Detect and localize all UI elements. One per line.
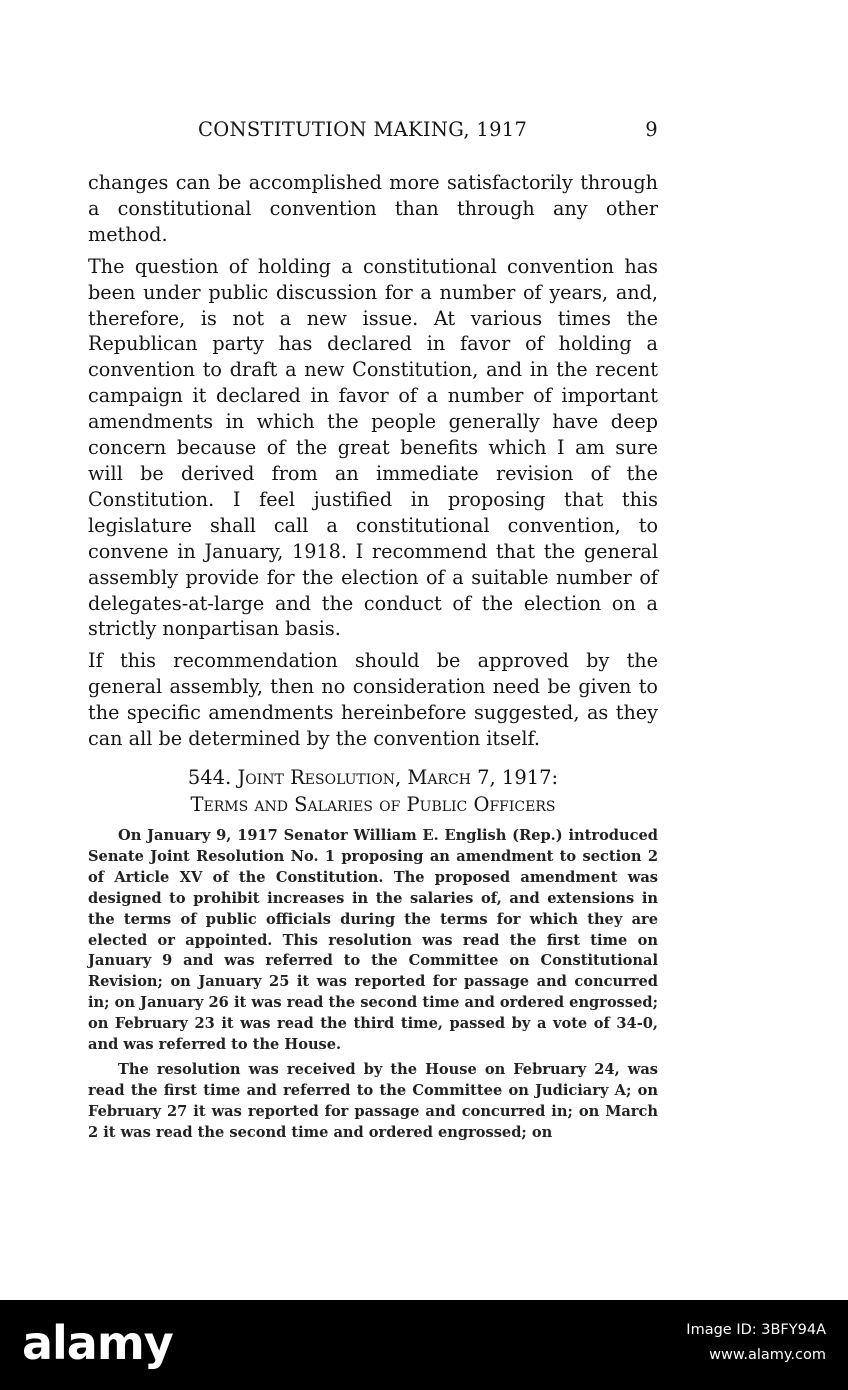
site-url: www.alamy.com [709,1347,826,1363]
note-text [88,826,658,1148]
image-id: Image ID: 3BFY94A [686,1322,826,1338]
body-paragraph: The question of holding a constitutional convention has been under public discussion for a number of years, and, therefore, is not a new issue. At various times the Republican party has declared in favor of holding a convention to draft a new Constitution, and in the recent campaign it declared in favor of a number of important amendments in which the people generally have deep concern because of the great benefits which I am sure will be derived from an immediate revision of the Constitution. I feel justified in proposing that this legislature shall call a constitutional convention, to convene in January, 1918. I recommend that the general assembly provide for the election of a suitable number of delegates-at-large and the conduct of the election on a strictly nonpartisan basis. [88,254,658,641]
watermark-footer [0,1300,848,1390]
section-heading [88,764,658,818]
section-title: Joint Resolution, March 7, 1917: [237,766,559,789]
running-head-title: CONSTITUTION MAKING, 1917 [198,118,528,141]
note-paragraph: The resolution was received by the House on February 24, was read the first time and referred to the Committee on Judiciary A; on February 27 it was reported for passage and concurred in; on March 2 it was read the second time and ordered engrossed; on [88,1060,658,1141]
alamy-logo: alamy [22,1316,173,1370]
section-number: 544. [187,766,232,789]
body-paragraph: If this recommendation should be approved by the general assembly, then no consideration need be given to the specific amendments hereinbefore suggested, as they can all be determined by the convention itself. [88,649,658,751]
note-paragraph: On January 9, 1917 Senator William E. English (Rep.) introduced Senate Joint Resolution No. 1 proposing an amendment to section 2 of Article XV of the Constitution. The proposed amendment was designed to prohibit increases in the salaries of, and extensions in the terms of public officials during the terms for which they are elected or appointed. This resolution was read the first time on January 9 and was referred to the Committee on Constitutional Revision; on January 25 it was reported for passage and concurred in; on January 26 it was read the second time and ordered engrossed; on February 23 it was read the third time, passed by a vote of 34-0, and was referred to the House. [88,827,658,1054]
section-subtitle: Terms and Salaries of Public Officers [190,793,556,816]
section-heading-line1 [88,764,658,791]
page-number: 9 [645,118,658,141]
body-paragraph: changes can be accomplished more satisfactorily through a constitutional convention than through any other method. [88,171,658,246]
body-text [88,170,658,758]
